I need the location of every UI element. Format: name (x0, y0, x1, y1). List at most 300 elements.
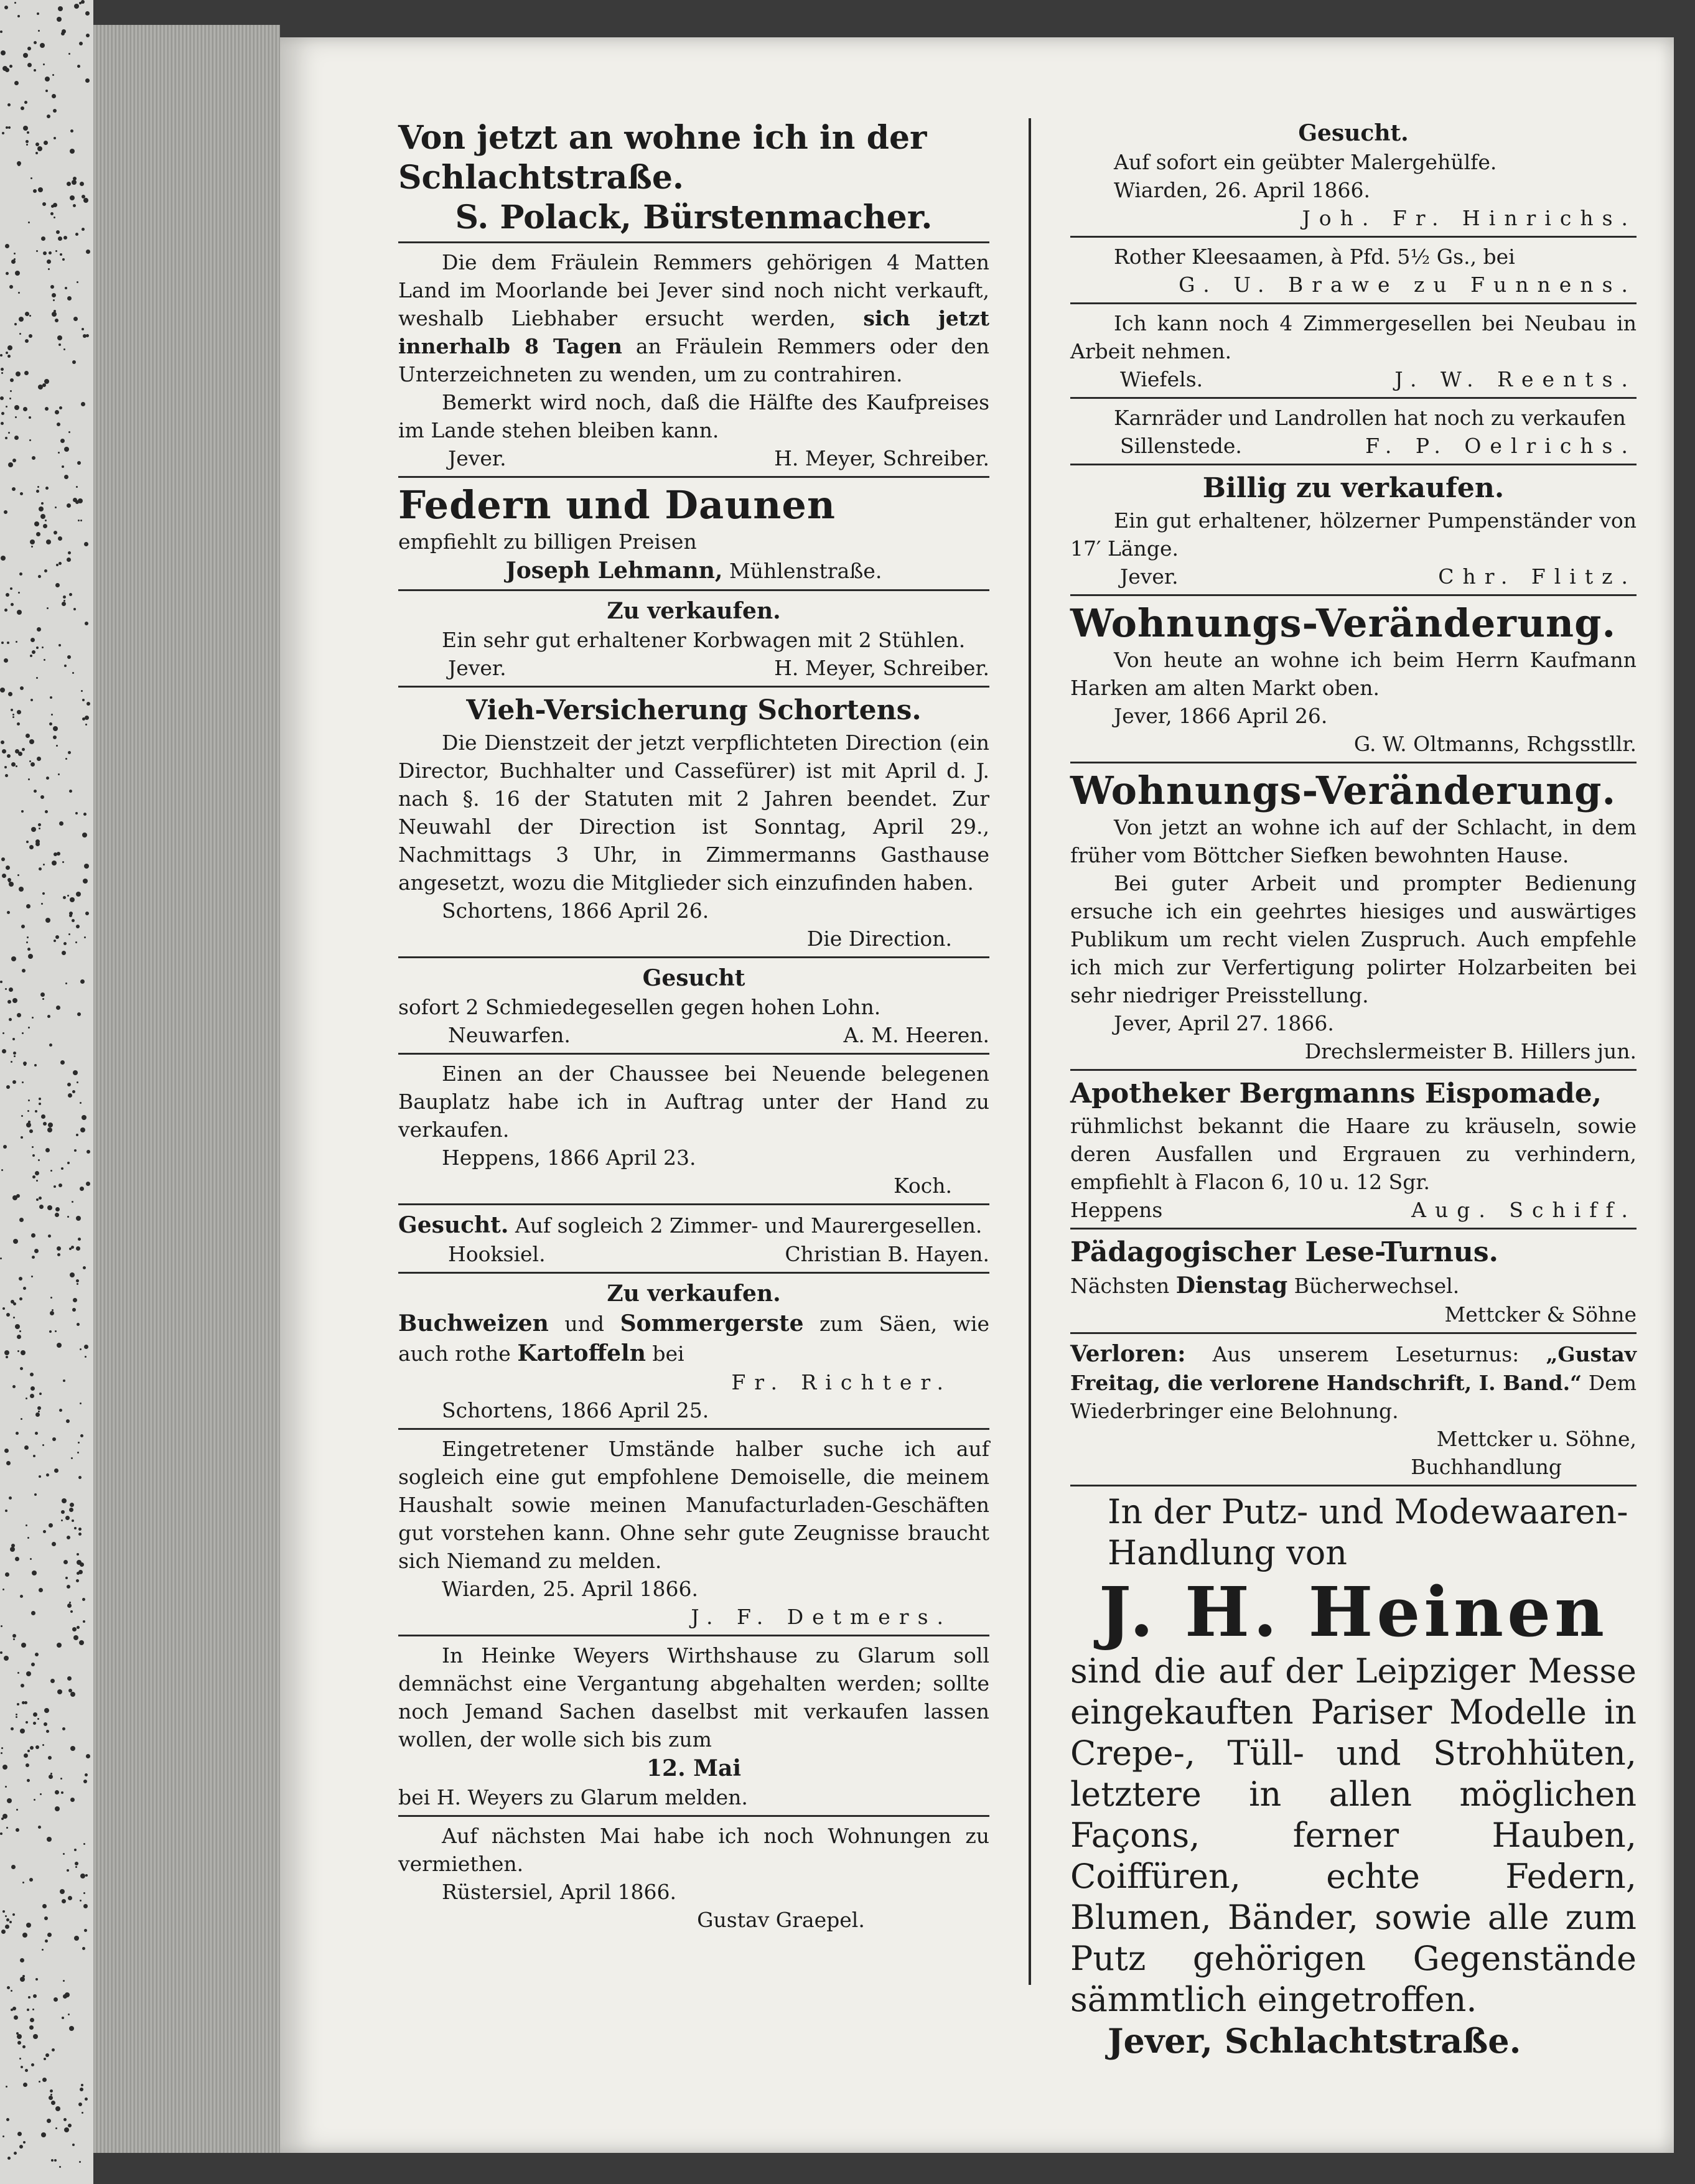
speckle-dot (9, 1018, 12, 1021)
speckle-dot (30, 1394, 34, 1398)
speckle-dot (34, 521, 39, 526)
speckle-dot (34, 1493, 37, 1496)
ad-verloren-text (1070, 1339, 1637, 1425)
speckle-dot (51, 2101, 55, 2105)
speckle-dot (22, 969, 26, 973)
speckle-dot (71, 1246, 74, 1249)
speckle-dot (7, 754, 11, 758)
speckle-dot (0, 1651, 2, 1654)
speckle-dot (42, 1744, 44, 1746)
speckle-dot (23, 1287, 26, 1290)
speckle-dot (17, 722, 20, 726)
speckle-dot (30, 177, 32, 179)
speckle-dot (26, 1763, 29, 1767)
speckle-dot (6, 593, 9, 597)
speckle-dot (62, 602, 66, 606)
speckle-dot (12, 1195, 17, 1200)
speckle-dot (82, 1947, 85, 1950)
speckle-dot (75, 941, 77, 943)
speckle-dot (56, 1006, 60, 1010)
ad-eispomade-place: Heppens (1070, 1198, 1163, 1222)
speckle-dot (44, 1708, 49, 1713)
speckle-dot (34, 41, 37, 44)
speckle-dot (18, 292, 20, 294)
ad-remmers-text (398, 248, 989, 388)
speckle-dot (17, 1335, 21, 1339)
speckle-dot (67, 1676, 72, 1681)
speckle-dot (51, 714, 53, 716)
speckle-dot (12, 1913, 15, 1916)
speckle-dot (67, 1603, 72, 1608)
speckle-dot (4, 510, 7, 514)
ad-eispomade-name: Aug. Schiff. (1411, 1198, 1637, 1222)
speckle-dot (57, 1343, 62, 1348)
ad-detmers (398, 1435, 989, 1631)
speckle-dot (68, 53, 70, 55)
speckle-dot (27, 47, 31, 50)
speckle-dot (38, 187, 43, 192)
ad-hinrichs-signature: Joh. Fr. Hinrichs. (1302, 206, 1637, 230)
speckle-dot (70, 1746, 75, 1751)
speckle-dot (16, 1828, 19, 1832)
speckle-dot (78, 1442, 80, 1444)
ad-viehversicherung-title: Vieh-Versicherung Schortens. (466, 694, 922, 726)
speckle-dot (67, 1162, 70, 1164)
speckle-dot (77, 281, 78, 283)
speckle-dot (20, 1977, 25, 1982)
speckle-dot (34, 69, 36, 72)
speckle-dot (80, 182, 84, 186)
speckle-dot (74, 1936, 79, 1941)
speckle-dot (35, 142, 39, 146)
speckle-dot (33, 2034, 38, 2039)
speckle-dot (64, 475, 68, 479)
speckle-dot (61, 1510, 65, 1514)
speckle-dot (80, 2088, 83, 2091)
speckle-dot (59, 406, 62, 409)
speckle-dot (13, 1239, 18, 1244)
speckle-dot (42, 1904, 47, 1908)
ad-graepel-signature: Gustav Graepel. (697, 1908, 865, 1932)
speckle-dot (55, 506, 57, 508)
speckle-dot (63, 1560, 68, 1564)
ad-richter-sommergerste: Sommergerste (620, 1310, 804, 1337)
speckle-dot (17, 710, 21, 714)
speckle-dot (65, 1992, 70, 1997)
speckle-dot (46, 539, 51, 544)
speckle-dot (58, 562, 62, 565)
speckle-dot (0, 1832, 2, 1835)
speckle-dot (20, 686, 24, 690)
speckle-dot (44, 2058, 46, 2060)
speckle-dot (35, 1978, 38, 1981)
speckle-dot (7, 642, 9, 644)
speckle-dot (35, 842, 40, 846)
speckle-dot (19, 1277, 22, 1281)
speckle-dot (22, 1975, 25, 1977)
speckle-dot (78, 520, 80, 521)
speckle-dot (28, 778, 30, 780)
speckle-dot (47, 1933, 52, 1937)
speckle-dot (33, 1994, 37, 1998)
speckle-dot (38, 1411, 40, 1412)
speckle-dot (34, 1249, 39, 1253)
speckle-dot (21, 106, 24, 110)
speckle-dot (42, 892, 45, 895)
speckle-dot (80, 520, 82, 521)
speckle-dot (55, 1207, 60, 1211)
ad-flitz (1070, 470, 1637, 590)
ad-hayen-name: Christian B. Hayen. (785, 1242, 989, 1266)
speckle-dot (16, 2032, 19, 2035)
speckle-dot (45, 918, 50, 923)
speckle-dot (68, 933, 70, 935)
speckle-dot (48, 1756, 52, 1760)
speckle-dot (15, 1324, 20, 1329)
speckle-dot (46, 1473, 49, 1477)
ad-verloren-mid: Aus unserem Leseturnus: (1212, 1342, 1520, 1366)
speckle-dot (32, 1175, 35, 1178)
speckle-dot (1, 857, 5, 861)
speckle-dot (73, 498, 77, 502)
speckle-dot (2, 1307, 5, 1310)
speckle-dot (80, 1874, 85, 1878)
speckle-dot (1, 1625, 2, 1627)
speckle-dot (55, 1790, 59, 1794)
speckle-dot (47, 1127, 52, 1132)
ad-richter-text (398, 1309, 989, 1368)
ad-oelrichs-place: Sillenstede. (1120, 434, 1242, 458)
speckle-dot (54, 137, 56, 139)
speckle-dot (68, 751, 71, 754)
speckle-dot (22, 748, 25, 751)
rule (398, 1428, 989, 1430)
speckle-dot (85, 78, 90, 83)
speckle-dot (40, 992, 45, 997)
ad-oelrichs-name: F. P. Oelrichs. (1365, 434, 1637, 458)
ad-viehversicherung-date: Schortens, 1866 April 26. (442, 898, 709, 923)
ad-hinrichs (1070, 118, 1637, 232)
speckle-dot (29, 416, 31, 419)
speckle-dot (72, 1519, 74, 1522)
speckle-dot (45, 90, 48, 92)
speckle-dot (28, 1121, 30, 1123)
rule (1070, 1485, 1637, 1486)
ad-lehmann-signature (398, 556, 989, 586)
speckle-dot (50, 212, 54, 215)
speckle-dot (72, 919, 75, 922)
speckle-dot (39, 506, 44, 511)
ad-graepel-text: Auf nächsten Mai habe ich noch Wohnungen zu vermiethen. (398, 1824, 989, 1876)
ad-reents-signature (1070, 365, 1637, 393)
speckle-dot (54, 217, 55, 218)
rule (1070, 236, 1637, 238)
speckle-dot (14, 258, 16, 260)
speckle-dot (5, 1786, 7, 1788)
speckle-dot (44, 659, 45, 661)
speckle-dot (67, 895, 69, 897)
speckle-dot (68, 1896, 72, 1900)
rule (398, 1635, 989, 1636)
speckle-dot (80, 1562, 84, 1567)
ad-remmers (398, 248, 989, 472)
speckle-dot (78, 2102, 82, 2106)
speckle-dot (27, 1110, 29, 1112)
speckle-dot (83, 198, 88, 203)
speckle-dot (37, 146, 42, 151)
rule (1070, 397, 1637, 399)
rule (398, 956, 989, 958)
ad-richter-signature: Fr. Richter. (731, 1370, 952, 1394)
speckle-dot (37, 627, 41, 632)
speckle-dot (42, 1444, 44, 1446)
speckle-dot (9, 882, 14, 887)
speckle-dot (32, 1570, 37, 1575)
speckle-dot (29, 1129, 33, 1133)
speckle-dot (85, 11, 90, 16)
speckle-dot (16, 1809, 18, 1811)
speckle-dot (20, 1367, 23, 1370)
speckle-dot (55, 2127, 57, 2129)
speckle-dot (26, 1524, 27, 1526)
speckle-dot (65, 1516, 70, 1520)
speckle-dot (5, 988, 7, 990)
ad-richter (398, 1279, 989, 1424)
speckle-dot (57, 422, 60, 426)
speckle-dot (62, 1899, 66, 1903)
speckle-dot (45, 487, 49, 490)
speckle-dot (83, 1892, 85, 1894)
speckle-dot (2, 1032, 4, 1034)
speckle-dot (36, 250, 38, 252)
speckle-dot (33, 189, 37, 193)
speckle-dot (6, 1085, 10, 1089)
speckle-dot (12, 716, 14, 718)
speckle-dot (23, 407, 27, 411)
speckle-dot (75, 1866, 77, 1868)
speckle-dot (7, 1798, 12, 1803)
speckle-dot (15, 271, 20, 276)
speckle-dot (12, 1634, 16, 1638)
speckle-dot (29, 760, 31, 762)
speckle-dot (12, 487, 16, 491)
speckle-dot (54, 1468, 58, 1473)
speckle-dot (52, 94, 56, 98)
speckle-dot (84, 864, 89, 869)
speckle-dot (13, 1638, 15, 1640)
speckle-dot (6, 406, 7, 408)
ad-richter-buchweizen: Buchweizen (398, 1310, 549, 1337)
speckle-dot (77, 1081, 78, 1083)
ad-heinen-name: J. H. Heinen (1098, 1572, 1609, 1652)
speckle-dot (30, 1373, 34, 1376)
speckle-dot (83, 1843, 85, 1845)
speckle-dot (70, 149, 75, 154)
speckle-dot (36, 1180, 38, 1182)
speckle-dot (85, 912, 89, 915)
speckle-dot (32, 1146, 34, 1148)
speckle-dot (4, 1449, 9, 1453)
ad-remmers-place: Jever. (448, 446, 507, 470)
speckle-dot (45, 520, 47, 521)
speckle-dot (29, 739, 34, 744)
speckle-dot (30, 1386, 35, 1391)
speckle-dot (27, 1750, 30, 1752)
speckle-dot (58, 236, 62, 241)
speckle-dot (86, 250, 90, 254)
speckle-dot (72, 360, 76, 364)
speckle-dot (60, 253, 62, 256)
ad-verloren-signature2: Buchhandlung (1411, 1455, 1562, 1479)
speckle-dot (83, 813, 86, 816)
speckle-dot (12, 1080, 16, 1084)
speckle-dot (67, 558, 71, 562)
speckle-dot (47, 1015, 50, 1018)
speckle-dot (70, 897, 75, 902)
ad-hinrichs-date: Wiarden, 26. April 1866. (1114, 178, 1371, 202)
speckle-dot (46, 777, 49, 780)
speckle-dot (50, 2089, 53, 2093)
ad-schmiede-title: Gesucht (642, 965, 745, 991)
speckle-dot (77, 1283, 78, 1285)
speckle-dot (40, 43, 45, 48)
speckle-dot (22, 1882, 24, 1883)
ad-schmiede-text: sofort 2 Schmiedegesellen gegen hohen Lohn. (398, 995, 881, 1019)
ad-brawe-text: Rother Kleesaamen, à Pfd. 5½ Gs., bei (1114, 245, 1515, 269)
speckle-dot (18, 592, 20, 594)
speckle-dot (54, 852, 57, 856)
ad-heinen-intro: In der Putz- und Modewaaren-Handlung von (1108, 1492, 1628, 1572)
ad-leseturnus-signature: Mettcker & Söhne (1444, 1302, 1637, 1327)
speckle-dot (7, 355, 11, 358)
ad-lehmann-address: Mühlenstraße. (729, 559, 882, 583)
speckle-dot (44, 1916, 48, 1920)
speckle-dot (38, 30, 40, 32)
speckle-dot (14, 436, 19, 440)
speckle-dot (1, 1169, 3, 1171)
speckle-dot (11, 956, 16, 961)
speckle-dot (70, 129, 73, 133)
speckle-dot (52, 2048, 55, 2051)
newspaper-page (280, 37, 1674, 2153)
speckle-dot (20, 1729, 25, 1734)
ad-heinen-place: Jever, Schlachtstraße. (1108, 2021, 1521, 2061)
speckle-dot (47, 1205, 52, 1210)
speckle-dot (0, 1258, 2, 1259)
speckle-dot (74, 1527, 77, 1529)
speckle-dot (55, 1806, 60, 1811)
rule (1070, 594, 1637, 596)
ad-richter-kartoffeln: Kartoffeln (517, 1340, 646, 1366)
ad-richter-title: Zu verkaufen. (607, 1281, 781, 1307)
speckle-dot (60, 1778, 62, 1780)
speckle-dot (41, 502, 44, 505)
speckle-dot (8, 880, 11, 882)
speckle-dot (62, 951, 66, 955)
speckle-dot (26, 1398, 27, 1399)
speckle-dot (65, 287, 67, 289)
speckle-dot (3, 1145, 7, 1149)
speckle-dot (5, 244, 9, 248)
ad-heinen (1070, 1491, 1637, 2061)
speckle-dot (67, 182, 71, 186)
speckle-dot (21, 925, 25, 928)
speckle-dot (27, 2009, 29, 2011)
speckle-dot (27, 131, 29, 134)
speckle-dot (27, 948, 30, 951)
speckle-dot (76, 892, 81, 897)
speckle-dot (68, 431, 70, 433)
speckle-dot (6, 2086, 7, 2088)
ad-verloren-book: „Gustav Freitag, die verlorene Handschrift, I. Band.“ (1070, 1342, 1637, 1395)
speckle-dot (77, 1626, 80, 1629)
speckle-dot (62, 861, 64, 863)
speckle-dot (77, 65, 80, 68)
speckle-dot (62, 1727, 65, 1730)
speckle-dot (6, 1313, 10, 1317)
speckle-dot (76, 1216, 81, 1221)
speckle-dot (39, 1197, 42, 1200)
left-column (398, 118, 989, 1934)
speckle-dot (68, 551, 71, 554)
speckle-dot (44, 379, 49, 384)
speckle-dot (50, 1773, 52, 1775)
speckle-dot (50, 1311, 54, 1315)
ad-remmers-text-b: an Fräulein Remmers oder den Unterzeichneten zu wenden, um zu contrahiren. (398, 334, 989, 386)
speckle-dot (11, 1300, 14, 1304)
ad-richter-date: Schortens, 1866 April 25. (442, 1398, 709, 1422)
speckle-dot (16, 371, 21, 376)
speckle-dot (40, 1793, 42, 1795)
speckle-dot (65, 982, 67, 984)
ad-hillers-text1: Von jetzt an wohne ich auf der Schlacht, in dem früher vom Böttcher Siefken bewohnten Hause. (1070, 815, 1637, 867)
speckle-dot (29, 2025, 34, 2030)
speckle-dot (38, 1159, 40, 1161)
speckle-dot (68, 2014, 70, 2015)
speckle-dot (43, 63, 45, 65)
speckle-dot (85, 1356, 86, 1358)
speckle-dot (67, 1083, 71, 1086)
speckle-dot (19, 1330, 21, 1332)
speckle-dot (86, 34, 90, 37)
speckle-dot (67, 1536, 70, 1539)
speckle-dot (28, 222, 30, 223)
ad-hillers-date: Jever, April 27. 1866. (1114, 1011, 1334, 1035)
speckle-dot (12, 998, 17, 1003)
ad-korbwagen-place: Jever. (448, 656, 507, 680)
ad-polack-line2: Schlachtstraße. (398, 159, 684, 197)
speckle-dot (31, 1233, 35, 1238)
speckle-dot (17, 2034, 22, 2039)
speckle-dot (49, 722, 52, 726)
speckle-dot (52, 1437, 56, 1441)
speckle-dot (70, 1503, 74, 1507)
speckle-dot (80, 1187, 84, 1191)
speckle-dot (58, 644, 61, 646)
speckle-dot (0, 396, 4, 400)
speckle-dot (32, 1017, 34, 1019)
speckle-dot (74, 1849, 77, 1851)
speckle-dot (23, 53, 28, 58)
rule (398, 686, 989, 688)
speckle-dot (27, 1779, 30, 1782)
speckle-dot (6, 352, 8, 354)
speckle-dot (83, 334, 86, 338)
speckle-dot (84, 1345, 88, 1349)
speckle-dot (1, 642, 4, 644)
ad-bauplatz-text: Einen an der Chaussee bei Neuende belegenen Bauplatz habe ich in Auftrag unter der Hand zu verkaufen. (398, 1062, 989, 1142)
speckle-dot (79, 42, 83, 45)
